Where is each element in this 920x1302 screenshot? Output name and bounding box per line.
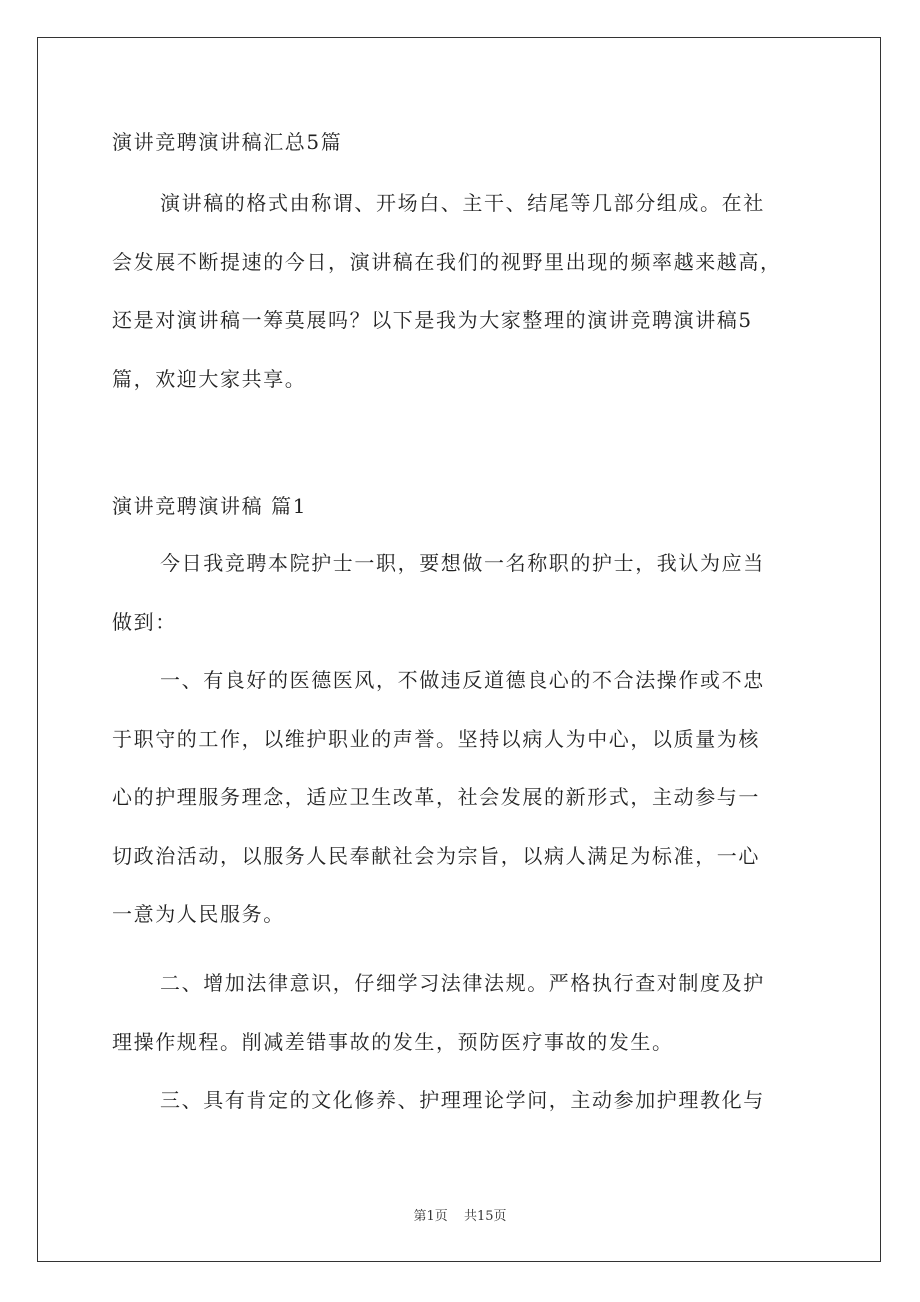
page-footer [0,1205,920,1224]
page-total: 共15页 [463,1209,507,1224]
body-line: 二、增加法律意识，仔细学习法律法规。严格执行查对制度及护 [160,971,765,995]
body-line: 做到： [112,610,177,634]
page-number: 第1页 [413,1209,448,1224]
body-line: 心的护理服务理念，适应卫生改革，社会发展的新形式，主动参与一 [112,785,760,809]
body-line: 今日我竞聘本院护士一职，要想做一名称职的护士，我认为应当 [160,551,765,575]
body-line: 三、具有肯定的文化修养、护理理论学问，主动参加护理教化与 [160,1088,765,1112]
intro-line: 会发展不断提速的今日，演讲稿在我们的视野里出现的频率越来越高， [112,250,782,274]
intro-line: 演讲稿的格式由称谓、开场白、主干、结尾等几部分组成。在社 [160,191,765,215]
body-line: 切政治活动，以服务人民奉献社会为宗旨，以病人满足为标准，一心 [112,844,760,868]
document-title: 演讲竞聘演讲稿汇总5篇 [112,130,343,154]
page-border [37,37,881,1262]
intro-line: 还是对演讲稿一筹莫展吗？以下是我为大家整理的演讲竞聘演讲稿5 [112,308,753,332]
body-line: 一意为人民服务。 [112,902,285,926]
body-line: 理操作规程。削减差错事故的发生，预防医疗事故的发生。 [112,1030,674,1054]
intro-line: 篇，欢迎大家共享。 [112,367,307,391]
body-line: 于职守的工作，以维护职业的声誉。坚持以病人为中心，以质量为核 [112,727,760,751]
body-line: 一、有良好的医德医风，不做违反道德良心的不合法操作或不忠 [160,668,765,692]
section-heading: 演讲竞聘演讲稿 篇1 [112,494,308,518]
